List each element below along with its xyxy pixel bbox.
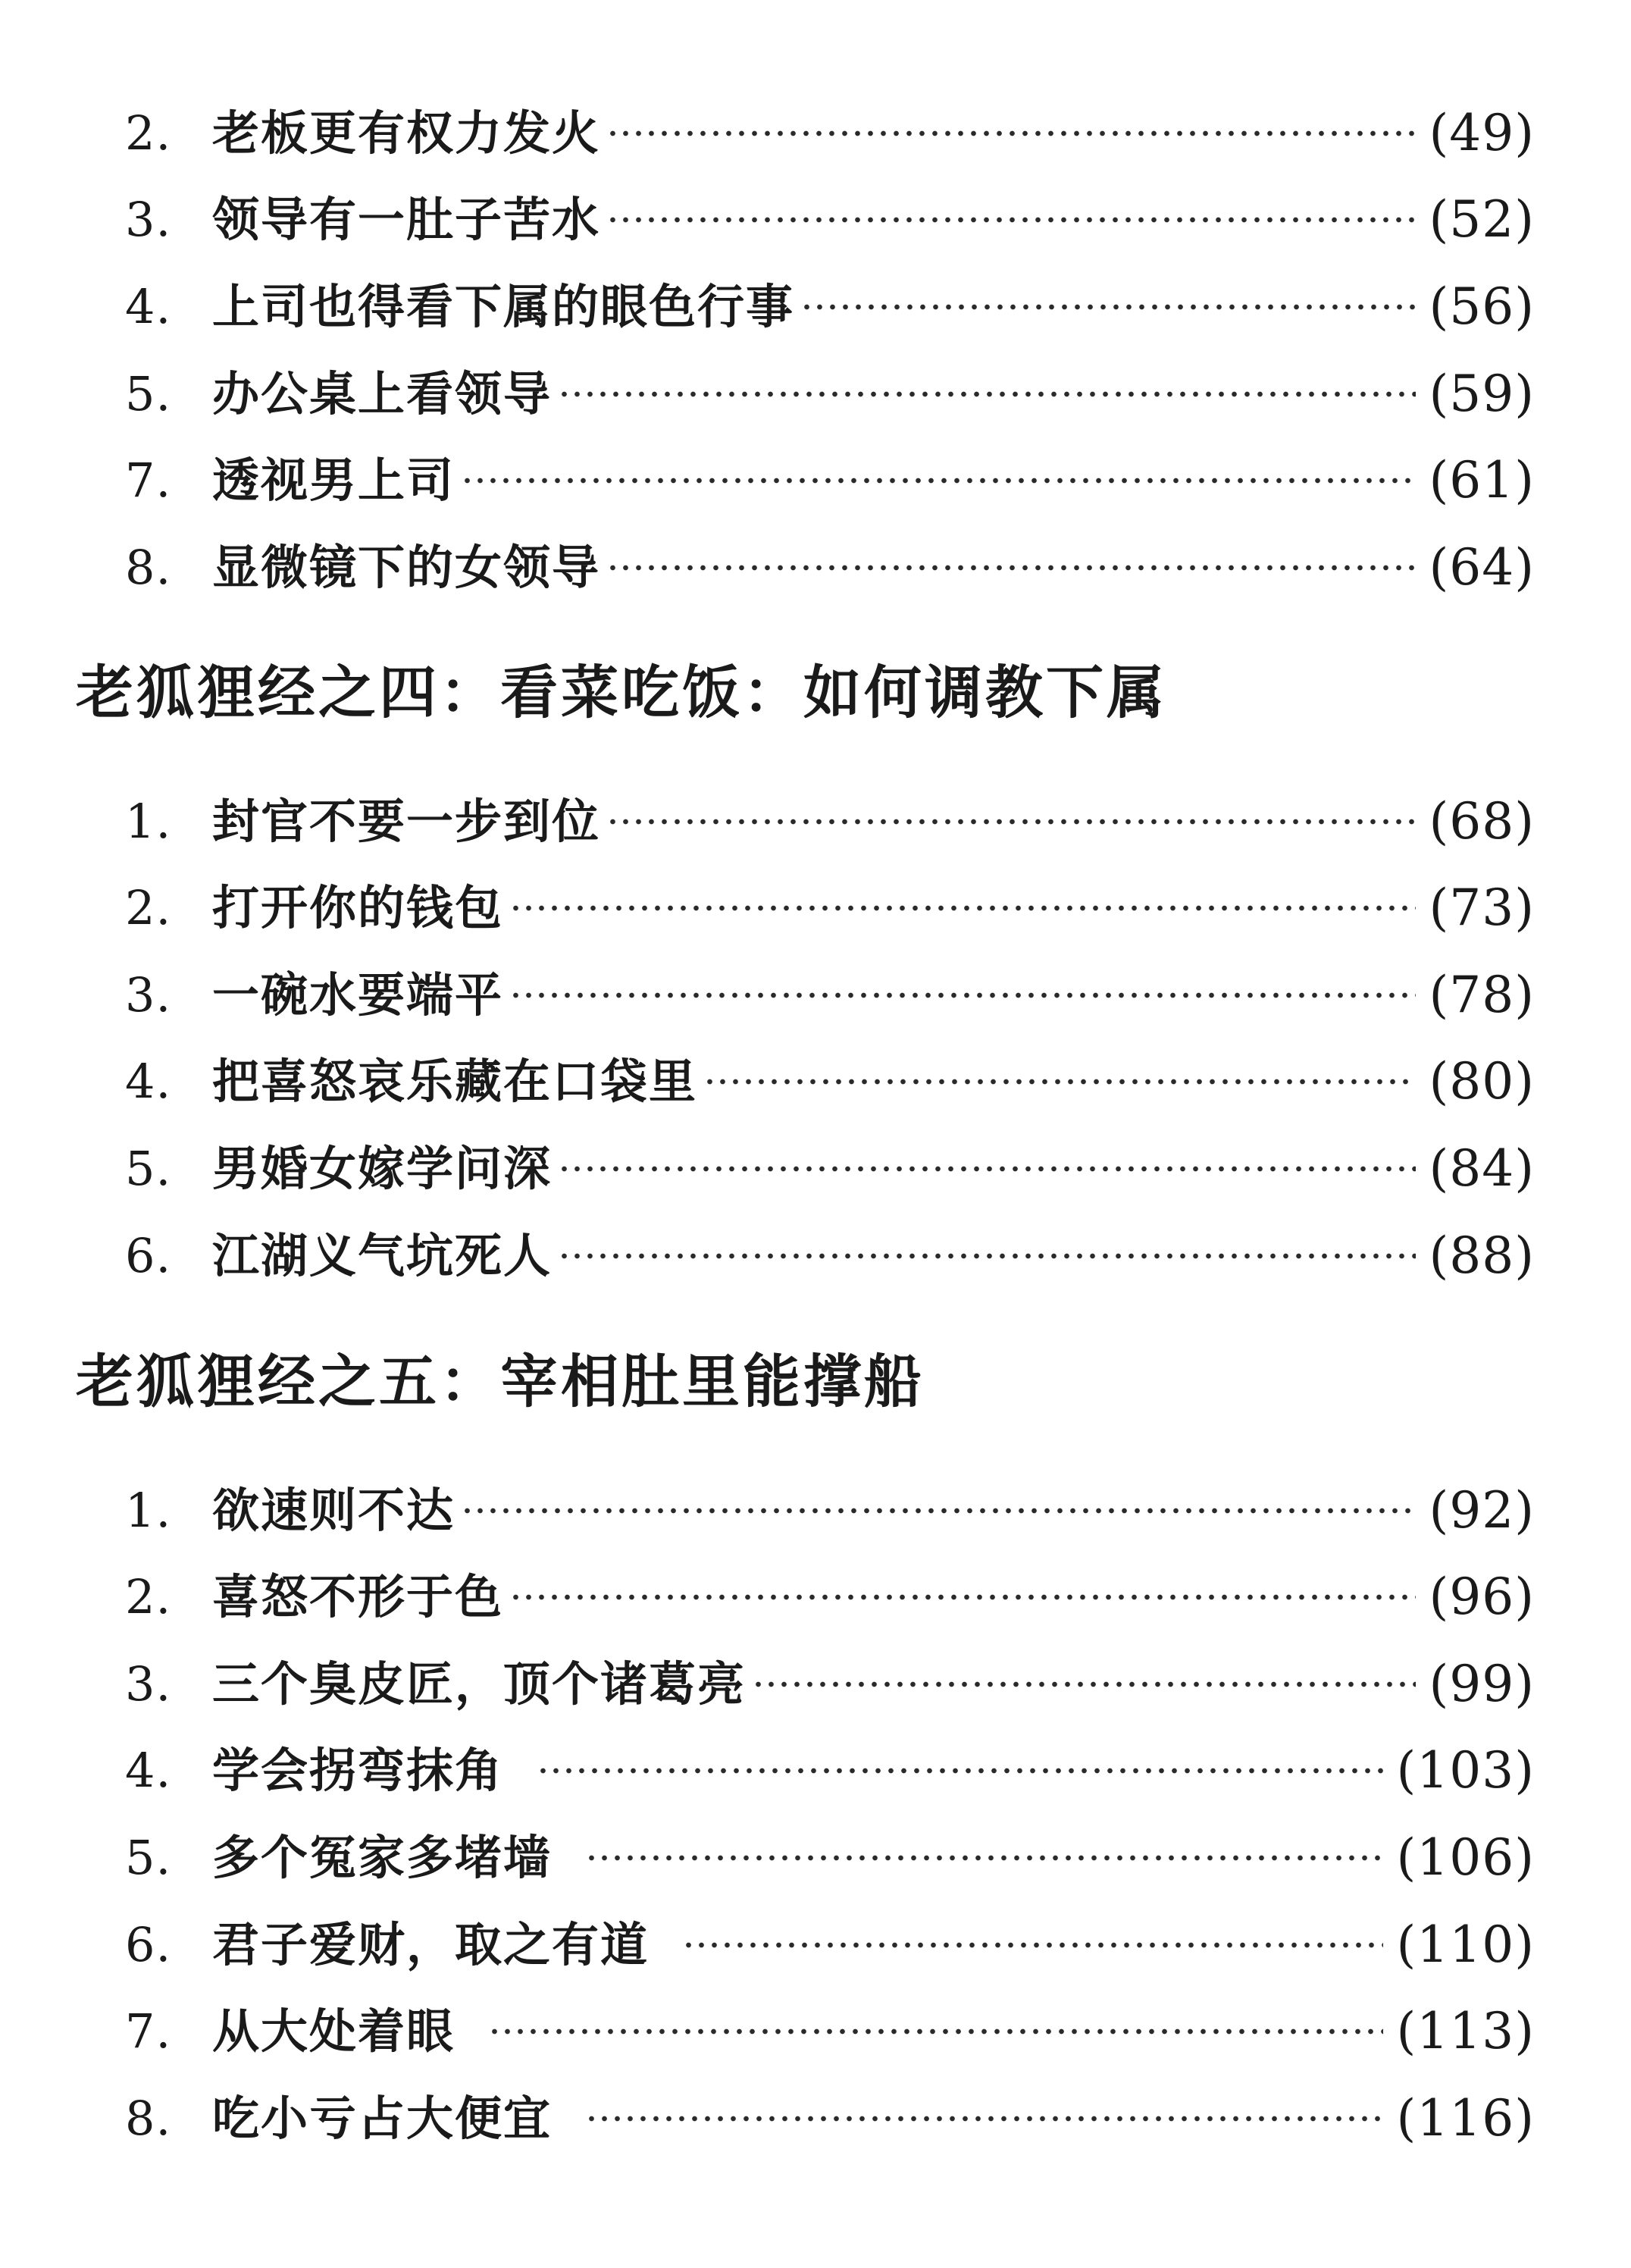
toc-entry <box>125 1994 1535 2069</box>
toc-entry <box>125 1820 1535 1896</box>
entry-number: 5. <box>125 1830 172 1885</box>
entry-number: 7. <box>125 453 172 508</box>
entry-title: 封官不要一步到位 <box>212 794 601 849</box>
entry-title: 老板更有权力发火 <box>212 105 601 161</box>
entry-number: 6. <box>125 1917 172 1972</box>
entry-number: 3. <box>125 192 172 247</box>
toc-entry <box>125 1131 1535 1207</box>
dot-leader <box>488 2028 1383 2035</box>
dot-leader <box>606 130 1416 137</box>
entry-page-number: (64) <box>1429 538 1535 597</box>
entry-number: 3. <box>125 1656 172 1712</box>
section-heading: 老狐狸经之五：宰相肚里能撑船 <box>76 1348 925 1415</box>
toc-entry <box>125 2081 1535 2157</box>
entry-title: 江湖义气坑死人 <box>212 1228 553 1283</box>
entry-page-number: (92) <box>1429 1481 1535 1540</box>
entry-page-number: (68) <box>1429 792 1535 850</box>
toc-entry <box>125 1646 1535 1722</box>
toc-entry <box>125 530 1535 606</box>
entry-title: 办公桌上看领导 <box>212 366 553 421</box>
entry-page-number: (110) <box>1396 1916 1535 1974</box>
dot-leader <box>558 1165 1416 1173</box>
entry-number: 4. <box>125 1743 172 1798</box>
dot-leader <box>606 216 1416 224</box>
entry-title: 多个冤家多堵墙 <box>212 1830 553 1885</box>
entry-title: 上司也得看下属的眼色行事 <box>212 279 795 334</box>
entry-page-number: (56) <box>1429 277 1535 336</box>
toc-entry <box>125 356 1535 432</box>
dot-leader <box>537 1767 1383 1775</box>
entry-page-number: (103) <box>1396 1741 1535 1800</box>
dot-leader <box>558 1252 1416 1260</box>
entry-page-number: (88) <box>1429 1226 1535 1285</box>
dot-leader <box>682 1941 1383 1949</box>
entry-page-number: (80) <box>1429 1052 1535 1111</box>
toc-entry <box>125 1044 1535 1120</box>
entry-number: 4. <box>125 279 172 334</box>
dot-leader <box>509 991 1416 999</box>
entry-title: 喜怒不形于色 <box>212 1569 504 1624</box>
entry-title: 打开你的钱包 <box>212 880 504 935</box>
dot-leader <box>461 1507 1416 1515</box>
toc-entry <box>125 1473 1535 1549</box>
entry-title: 显微镜下的女领导 <box>212 540 601 595</box>
entry-title: 欲速则不达 <box>212 1483 455 1538</box>
entry-number: 2. <box>125 880 172 935</box>
dot-leader <box>509 904 1416 912</box>
entry-title: 学会拐弯抹角 <box>212 1743 504 1798</box>
entry-number: 8. <box>125 2091 172 2146</box>
toc-entry <box>125 443 1535 518</box>
toc-entry <box>125 957 1535 1033</box>
entry-title: 从大处着眼 <box>212 2003 455 2059</box>
toc-entry <box>125 269 1535 345</box>
entry-page-number: (78) <box>1429 966 1535 1024</box>
entry-page-number: (49) <box>1429 104 1535 162</box>
entry-page-number: (84) <box>1429 1139 1535 1198</box>
dot-leader <box>606 564 1416 572</box>
entry-page-number: (106) <box>1396 1828 1535 1887</box>
toc-entry <box>125 870 1535 946</box>
entry-page-number: (59) <box>1429 365 1535 423</box>
entry-number: 5. <box>125 366 172 421</box>
dot-leader <box>585 2115 1383 2122</box>
toc-entry <box>125 96 1535 171</box>
entry-title: 透视男上司 <box>212 453 455 508</box>
dot-leader <box>606 818 1416 825</box>
toc-entry <box>125 182 1535 258</box>
entry-number: 2. <box>125 105 172 161</box>
entry-page-number: (99) <box>1429 1655 1535 1713</box>
entry-number: 3. <box>125 967 172 1023</box>
entry-page-number: (113) <box>1396 2002 1535 2060</box>
dot-leader <box>585 1854 1383 1862</box>
dot-leader <box>509 1593 1416 1601</box>
dot-leader <box>461 477 1416 484</box>
entry-number: 6. <box>125 1228 172 1283</box>
toc-entry <box>125 1907 1535 1983</box>
entry-title: 把喜怒哀乐藏在口袋里 <box>212 1054 698 1109</box>
entry-title: 男婚女嫁学问深 <box>212 1141 553 1196</box>
toc-entry <box>125 1218 1535 1294</box>
dot-leader <box>558 390 1416 398</box>
toc-entry <box>125 1733 1535 1809</box>
entry-title: 一碗水要端平 <box>212 967 504 1023</box>
dot-leader <box>752 1681 1416 1688</box>
entry-page-number: (52) <box>1429 190 1535 249</box>
toc-entry <box>125 1559 1535 1635</box>
toc-entry <box>125 784 1535 860</box>
entry-number: 5. <box>125 1141 172 1196</box>
section-heading: 老狐狸经之四：看菜吃饭：如何调教下属 <box>76 659 1167 726</box>
entry-title: 君子爱财，取之有道 <box>212 1917 650 1972</box>
entry-title: 领导有一肚子苦水 <box>212 192 601 247</box>
dot-leader <box>800 303 1416 311</box>
entry-number: 1. <box>125 1483 172 1538</box>
entry-number: 7. <box>125 2003 172 2059</box>
entry-number: 1. <box>125 794 172 849</box>
entry-page-number: (116) <box>1396 2089 1535 2147</box>
entry-number: 2. <box>125 1569 172 1624</box>
entry-title: 吃小亏占大便宜 <box>212 2091 553 2146</box>
entry-page-number: (61) <box>1429 451 1535 509</box>
entry-page-number: (73) <box>1429 879 1535 937</box>
entry-page-number: (96) <box>1429 1568 1535 1626</box>
entry-number: 8. <box>125 540 172 595</box>
dot-leader <box>703 1078 1416 1085</box>
entry-title: 三个臭皮匠，顶个诸葛亮 <box>212 1656 747 1712</box>
entry-number: 4. <box>125 1054 172 1109</box>
